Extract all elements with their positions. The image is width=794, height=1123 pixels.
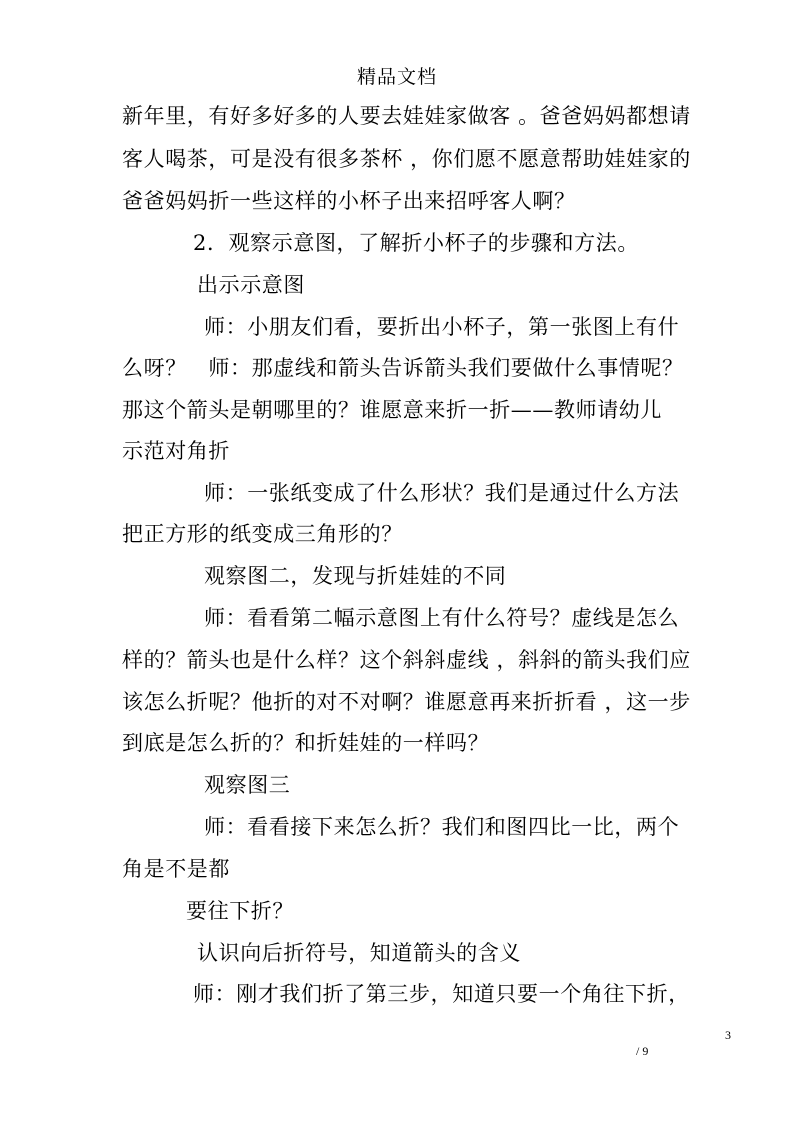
body-line-5: 出示示意图	[197, 273, 305, 297]
page-number: 3	[725, 1028, 731, 1042]
body-line-14: 样的？箭头也是什么样？这个斜斜虚线 ，斜斜的箭头我们应	[122, 648, 691, 672]
body-line-6: 师：小朋友们看，要折出小杯子，第一张图上有什	[204, 315, 680, 339]
body-line-13: 师：看看第二幅示意图上有什么符号？虚线是怎么	[204, 606, 680, 630]
body-line-1: 新年里，有好多好多的人要去娃娃家做客 。爸爸妈妈都想请	[122, 104, 691, 128]
body-line-22: 师：刚才我们折了第三步，知道只要一个角往下折，	[193, 982, 690, 1006]
body-line-4: 2．观察示意图，了解折小杯子的步骤和方法。	[193, 231, 639, 255]
body-line-8: 那这个箭头是朝哪里的？谁愿意来折一折——教师请幼儿	[122, 398, 662, 422]
body-line-2: 客人喝茶，可是没有很多茶杯 ，你们愿不愿意帮助娃娃家的	[122, 147, 691, 171]
body-line-16: 到底是怎么折的？和折娃娃的一样吗？	[122, 731, 490, 755]
body-line-20: 要往下折？	[186, 899, 294, 923]
body-line-18: 师：看看接下来怎么折？我们和图四比一比，两个	[204, 815, 680, 839]
body-line-7: 么呀？ 师：那虚线和箭头告诉箭头我们要做什么事情呢？	[122, 356, 684, 380]
page-header-title: 精品文档	[356, 66, 437, 88]
body-line-10: 师：一张纸变成了什么形状？我们是通过什么方法	[204, 481, 680, 505]
body-line-21: 认识向后折符号，知道箭头的含义	[197, 941, 521, 965]
body-line-12: 观察图二，发现与折娃娃的不同	[204, 564, 507, 588]
body-line-11: 把正方形的纸变成三角形的？	[122, 522, 403, 546]
body-line-15: 该怎么折呢？他折的对不对啊？谁愿意再来折折看 ，这一步	[122, 690, 691, 714]
page-total: / 9	[636, 1044, 649, 1058]
body-line-19: 角是不是都	[122, 857, 230, 881]
body-line-3: 爸爸妈妈折一些这样的小杯子出来招呼客人啊？	[122, 189, 576, 213]
body-line-9: 示范对角折	[122, 439, 230, 463]
body-line-17: 观察图三	[204, 773, 291, 797]
